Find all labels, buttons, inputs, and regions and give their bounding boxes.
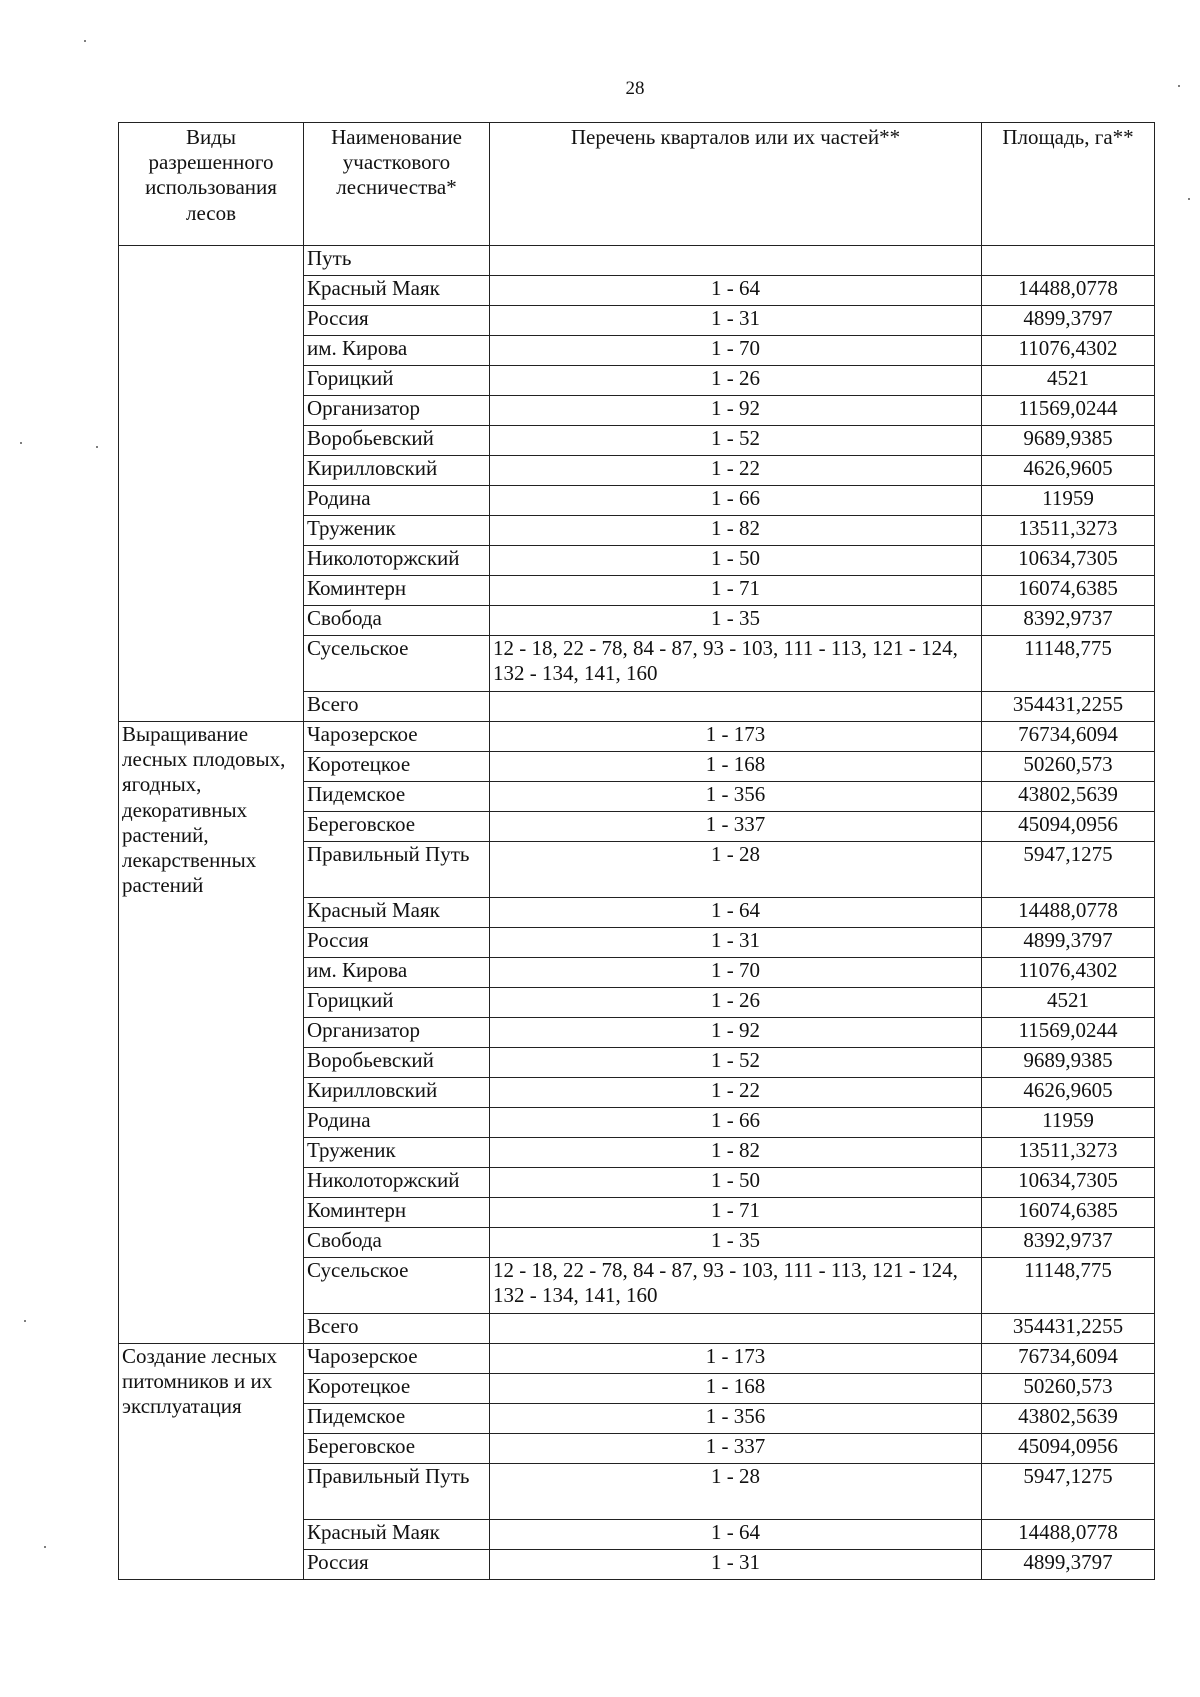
table-row	[119, 246, 1155, 276]
use-type-cell	[119, 246, 304, 722]
area-cell: 11569,0244	[982, 1018, 1155, 1048]
area-cell: 10634,7305	[982, 1168, 1155, 1198]
forest-use-table	[118, 122, 1155, 1580]
header-area: Площадь, га**	[982, 123, 1155, 246]
quarters-cell: 1 - 64	[490, 276, 982, 306]
area-cell: 8392,9737	[982, 606, 1155, 636]
area-cell: 45094,0956	[982, 812, 1155, 842]
header-use-type: Виды разрешенного использования лесов	[119, 123, 304, 246]
quarters-cell: 1 - 82	[490, 516, 982, 546]
forestry-name-cell: Коротецкое	[304, 752, 490, 782]
quarters-cell	[490, 246, 982, 276]
quarters-cell: 1 - 66	[490, 486, 982, 516]
area-cell: 8392,9737	[982, 1228, 1155, 1258]
quarters-cell: 1 - 70	[490, 336, 982, 366]
area-cell: 4899,3797	[982, 928, 1155, 958]
forestry-name-cell: Труженик	[304, 516, 490, 546]
area-cell: 45094,0956	[982, 1434, 1155, 1464]
quarters-cell: 1 - 22	[490, 456, 982, 486]
area-cell: 4521	[982, 988, 1155, 1018]
header-forestry-name: Наименование участкового лесничества*	[304, 123, 490, 246]
quarters-cell	[490, 1314, 982, 1344]
area-cell: 11076,4302	[982, 336, 1155, 366]
area-cell: 50260,573	[982, 1374, 1155, 1404]
area-cell: 16074,6385	[982, 1198, 1155, 1228]
area-cell: 13511,3273	[982, 516, 1155, 546]
quarters-cell: 1 - 35	[490, 606, 982, 636]
forestry-name-cell: Свобода	[304, 1228, 490, 1258]
area-cell: 76734,6094	[982, 1344, 1155, 1374]
use-type-cell: Создание лесных питомников и их эксплуатация	[119, 1344, 304, 1580]
quarters-cell: 1 - 22	[490, 1078, 982, 1108]
forestry-name-cell: Береговское	[304, 1434, 490, 1464]
quarters-cell: 1 - 26	[490, 366, 982, 396]
forestry-name-cell: Сусельское	[304, 636, 490, 692]
quarters-cell: 1 - 28	[490, 842, 982, 898]
quarters-cell: 1 - 173	[490, 722, 982, 752]
forestry-name-cell: Горицкий	[304, 366, 490, 396]
forestry-name-cell: Кирилловский	[304, 456, 490, 486]
quarters-cell: 1 - 168	[490, 752, 982, 782]
forestry-name-cell: Правильный Путь	[304, 842, 490, 898]
area-cell: 76734,6094	[982, 722, 1155, 752]
forestry-name-cell: Правильный Путь	[304, 1464, 490, 1520]
quarters-cell: 1 - 173	[490, 1344, 982, 1374]
scan-speck	[24, 1320, 26, 1322]
forestry-name-cell: Горицкий	[304, 988, 490, 1018]
quarters-cell: 1 - 70	[490, 958, 982, 988]
quarters-cell: 1 - 356	[490, 782, 982, 812]
area-cell	[982, 246, 1155, 276]
scan-speck	[20, 442, 22, 444]
forestry-name-cell: Береговское	[304, 812, 490, 842]
page-number: 28	[625, 78, 645, 99]
scan-speck	[84, 40, 86, 42]
quarters-cell: 1 - 356	[490, 1404, 982, 1434]
forestry-name-cell: Николоторжский	[304, 1168, 490, 1198]
quarters-cell: 1 - 71	[490, 576, 982, 606]
quarters-cell: 12 - 18, 22 - 78, 84 - 87, 93 - 103, 111 - 113, 121 - 124, 132 - 134, 141, 160	[490, 1258, 982, 1314]
forestry-name-cell: Родина	[304, 1108, 490, 1138]
forestry-name-cell: Пидемское	[304, 782, 490, 812]
area-cell: 11959	[982, 1108, 1155, 1138]
forestry-name-cell: Родина	[304, 486, 490, 516]
quarters-cell: 1 - 66	[490, 1108, 982, 1138]
quarters-cell: 1 - 31	[490, 1550, 982, 1580]
table-row	[119, 722, 1155, 752]
area-cell: 16074,6385	[982, 576, 1155, 606]
forestry-name-cell: Николоторжский	[304, 546, 490, 576]
forestry-name-cell: Красный Маяк	[304, 898, 490, 928]
quarters-cell	[490, 692, 982, 722]
table-body	[119, 246, 1155, 1580]
area-cell: 43802,5639	[982, 782, 1155, 812]
forestry-name-cell: Россия	[304, 1550, 490, 1580]
quarters-cell: 1 - 82	[490, 1138, 982, 1168]
quarters-cell: 1 - 52	[490, 1048, 982, 1078]
forestry-name-cell: Организатор	[304, 396, 490, 426]
forestry-name-cell: Россия	[304, 928, 490, 958]
area-cell: 354431,2255	[982, 1314, 1155, 1344]
forestry-name-cell: Труженик	[304, 1138, 490, 1168]
forestry-name-cell: Красный Маяк	[304, 276, 490, 306]
area-cell: 14488,0778	[982, 898, 1155, 928]
forestry-name-cell: Свобода	[304, 606, 490, 636]
area-cell: 9689,9385	[982, 426, 1155, 456]
quarters-cell: 1 - 31	[490, 928, 982, 958]
quarters-cell: 1 - 92	[490, 1018, 982, 1048]
forestry-name-cell: им. Кирова	[304, 958, 490, 988]
area-cell: 4899,3797	[982, 306, 1155, 336]
quarters-cell: 1 - 28	[490, 1464, 982, 1520]
quarters-cell: 1 - 26	[490, 988, 982, 1018]
forestry-name-cell: Красный Маяк	[304, 1520, 490, 1550]
quarters-cell: 1 - 92	[490, 396, 982, 426]
area-cell: 4626,9605	[982, 1078, 1155, 1108]
quarters-cell: 1 - 50	[490, 1168, 982, 1198]
quarters-cell: 1 - 35	[490, 1228, 982, 1258]
forestry-name-cell: Путь	[304, 246, 490, 276]
area-cell: 50260,573	[982, 752, 1155, 782]
header-quarters-list: Перечень кварталов или их частей**	[490, 123, 982, 246]
area-cell: 11148,775	[982, 1258, 1155, 1314]
area-cell: 11148,775	[982, 636, 1155, 692]
quarters-cell: 1 - 52	[490, 426, 982, 456]
area-cell: 11076,4302	[982, 958, 1155, 988]
forestry-name-cell: Коминтерн	[304, 1198, 490, 1228]
scan-speck	[1178, 85, 1180, 87]
area-cell: 10634,7305	[982, 546, 1155, 576]
table-header-row	[119, 123, 1155, 246]
area-cell: 13511,3273	[982, 1138, 1155, 1168]
area-cell: 11959	[982, 486, 1155, 516]
area-cell: 4521	[982, 366, 1155, 396]
area-cell: 5947,1275	[982, 1464, 1155, 1520]
quarters-cell: 1 - 50	[490, 546, 982, 576]
area-cell: 4626,9605	[982, 456, 1155, 486]
forestry-name-cell: Сусельское	[304, 1258, 490, 1314]
table-row	[119, 1344, 1155, 1374]
quarters-cell: 1 - 64	[490, 1520, 982, 1550]
forestry-name-cell: Коротецкое	[304, 1374, 490, 1404]
use-type-cell: Выращивание лесных плодовых, ягодных, декоративных растений, лекарственных растений	[119, 722, 304, 1344]
forestry-name-cell: Организатор	[304, 1018, 490, 1048]
area-cell: 9689,9385	[982, 1048, 1155, 1078]
area-cell: 4899,3797	[982, 1550, 1155, 1580]
forestry-name-cell: Воробьевский	[304, 1048, 490, 1078]
forestry-name-cell: Коминтерн	[304, 576, 490, 606]
area-cell: 14488,0778	[982, 276, 1155, 306]
forestry-name-cell: Кирилловский	[304, 1078, 490, 1108]
quarters-cell: 1 - 64	[490, 898, 982, 928]
area-cell: 5947,1275	[982, 842, 1155, 898]
scan-speck	[1188, 198, 1190, 200]
scan-speck	[96, 446, 98, 448]
quarters-cell: 12 - 18, 22 - 78, 84 - 87, 93 - 103, 111 - 113, 121 - 124, 132 - 134, 141, 160	[490, 636, 982, 692]
quarters-cell: 1 - 71	[490, 1198, 982, 1228]
quarters-cell: 1 - 31	[490, 306, 982, 336]
forestry-name-cell: Россия	[304, 306, 490, 336]
forestry-name-cell: Чарозерское	[304, 722, 490, 752]
area-cell: 11569,0244	[982, 396, 1155, 426]
area-cell: 14488,0778	[982, 1520, 1155, 1550]
quarters-cell: 1 - 168	[490, 1374, 982, 1404]
forestry-name-cell: им. Кирова	[304, 336, 490, 366]
forestry-name-cell: Воробьевский	[304, 426, 490, 456]
quarters-cell: 1 - 337	[490, 1434, 982, 1464]
forestry-name-cell: Всего	[304, 692, 490, 722]
forestry-name-cell: Чарозерское	[304, 1344, 490, 1374]
scan-speck	[44, 1546, 46, 1548]
area-cell: 43802,5639	[982, 1404, 1155, 1434]
quarters-cell: 1 - 337	[490, 812, 982, 842]
forestry-name-cell: Пидемское	[304, 1404, 490, 1434]
area-cell: 354431,2255	[982, 692, 1155, 722]
forestry-name-cell: Всего	[304, 1314, 490, 1344]
